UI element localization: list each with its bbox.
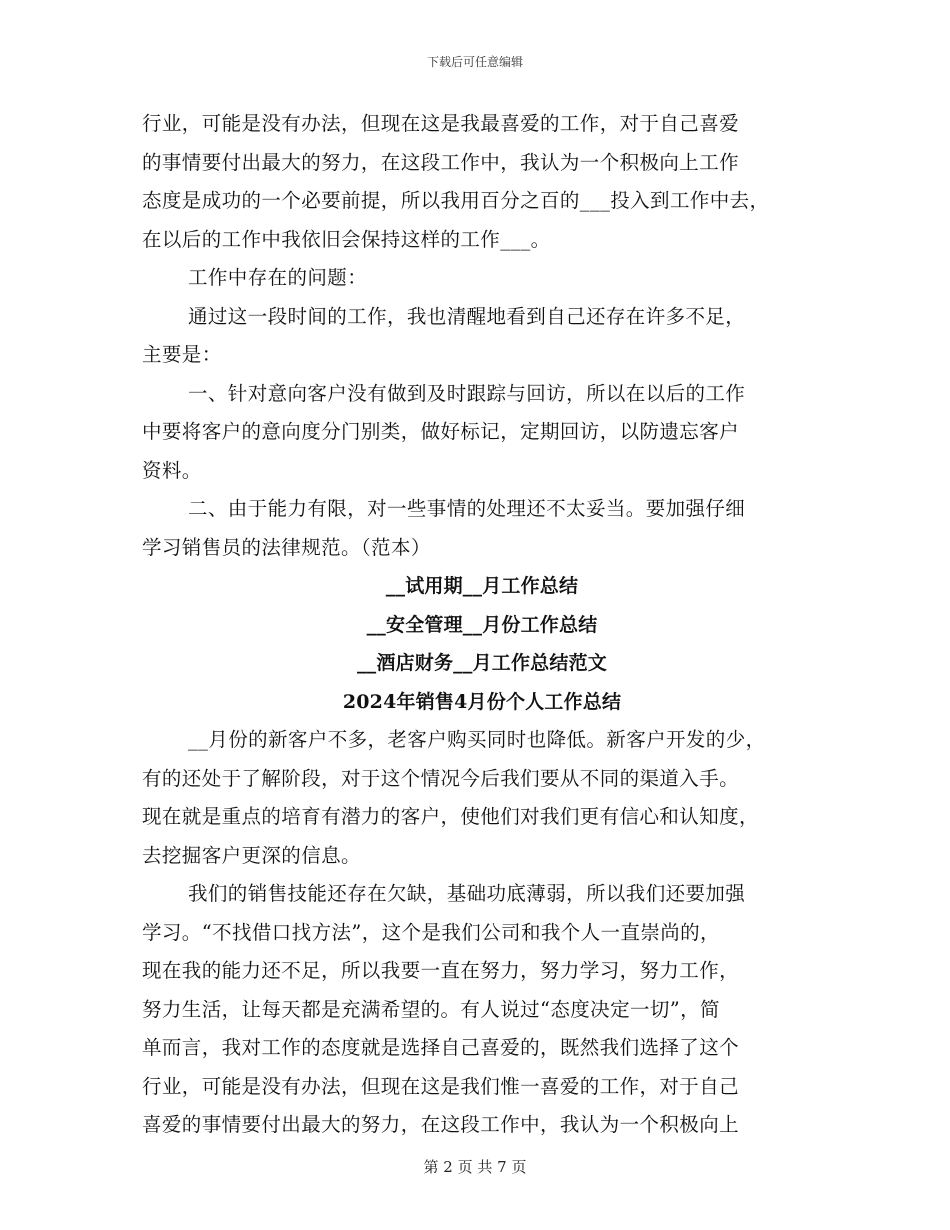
body-text-line: 去挖掘客户更深的信息。: [142, 843, 361, 867]
body-text-line: 工作中存在的问题：: [188, 266, 368, 289]
body-text-line: 的事情要付出最大的努力，在这段工作中，我认为一个积极向上工作: [142, 150, 740, 174]
body-text-line: 学习。“不找借口找方法”，这个是我们公司和我个人一直崇尚的，: [142, 920, 720, 944]
body-text-line: 中要将客户的意向度分门别类，做好标记，定期回访，以防遗忘客户: [142, 420, 740, 443]
body-text-line: 现在我的能力还不足，所以我要一直在努力，努力学习，努力工作，: [142, 959, 740, 982]
body-text-line: 资料。: [142, 458, 202, 482]
body-text-line: 通过这一段时间的工作，我也清醒地看到自己还存在许多不足，: [188, 304, 746, 328]
body-text-line: 行业，可能是没有办法，但现在这是我最喜爱的工作，对于自己喜爱: [142, 112, 740, 135]
page-number: 第 2 页 共 7 页: [423, 1158, 527, 1176]
section-title: 2024年销售4月份个人工作总结: [342, 690, 622, 713]
body-text-line: __月份的新客户不多，老客户购买同时也降低。新客户开发的少，: [188, 728, 766, 751]
body-text-line: 态度是成功的一个必要前提，所以我用百分之百的___投入到工作中去，: [142, 189, 770, 212]
body-text-line: 现在就是重点的培育有潜力的客户，使他们对我们更有信心和认知度，: [142, 805, 759, 828]
body-text-line: 一、针对意向客户没有做到及时跟踪与回访，所以在以后的工作: [188, 381, 746, 405]
body-text-line: 在以后的工作中我依旧会保持这样的工作___。: [142, 227, 551, 251]
body-text-line: 喜爱的事情要付出最大的努力，在这段工作中，我认为一个积极向上: [142, 1113, 740, 1136]
body-text-line: 行业，可能是没有办法，但现在这是我们惟一喜爱的工作，对于自己: [142, 1074, 740, 1098]
section-title: __试用期__月工作总结: [385, 575, 579, 597]
body-text-line: 努力生活，让每天都是充满希望的。有人说过“态度决定一切”，简: [142, 997, 720, 1021]
body-text-line: 主要是：: [142, 343, 222, 366]
body-text-line: 学习销售员的法律规范。（范本）: [142, 535, 431, 559]
page-header: 下载后可任意编辑: [426, 55, 523, 69]
body-text-line: 二、由于能力有限，对一些事情的处理还不太妥当。要加强仔细: [188, 497, 746, 520]
section-title: __安全管理__月份工作总结: [366, 613, 598, 636]
section-title: __酒店财务__月工作总结范文: [356, 652, 607, 674]
document-body: [142, 105, 822, 1145]
body-text-line: 单而言，我对工作的态度就是选择自己喜爱的，既然我们选择了这个: [142, 1036, 740, 1059]
body-text-line: 有的还处于了解阶段，对于这个情况今后我们要从不同的渠道入手。: [142, 766, 740, 790]
body-text-line: 我们的销售技能还存在欠缺，基础功底薄弱，所以我们还要加强: [188, 882, 746, 905]
